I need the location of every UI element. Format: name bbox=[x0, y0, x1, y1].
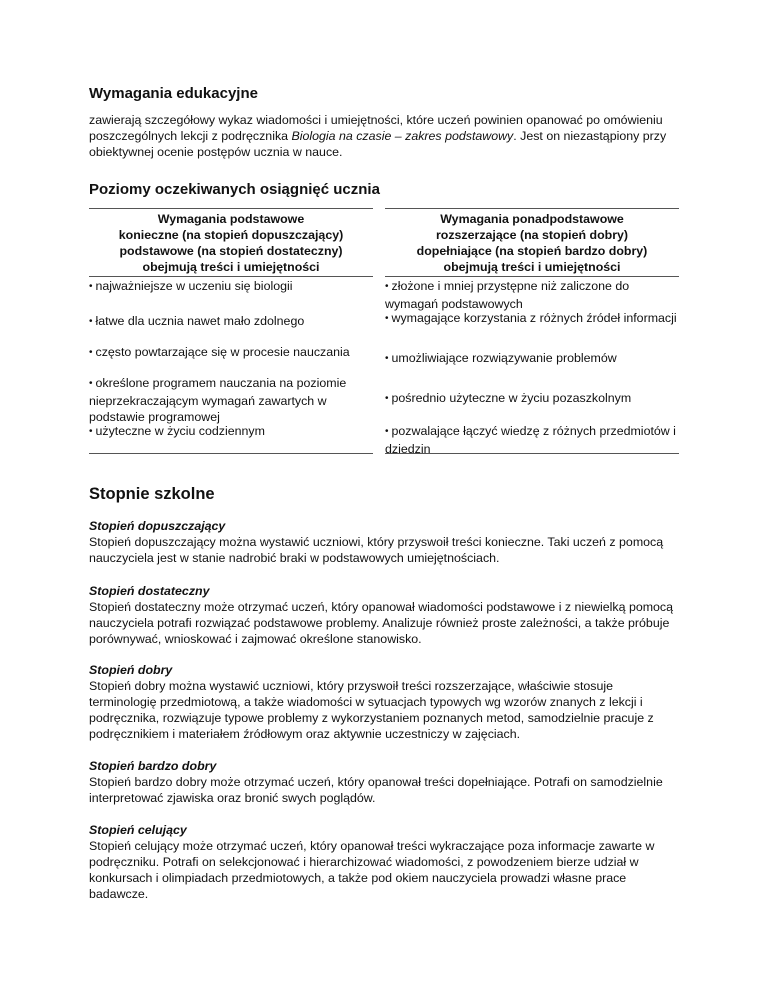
bullet-icon: • bbox=[89, 426, 93, 437]
bullet-icon: • bbox=[385, 353, 389, 364]
basic-header-line-1: konieczne (na stopień dopuszczający) bbox=[118, 228, 344, 242]
basic-item-text: użyteczne w życiu codziennym bbox=[95, 424, 265, 438]
grade-title: Stopień celujący bbox=[89, 823, 187, 837]
basic-item-text: łatwe dla ucznia nawet mało zdolnego bbox=[95, 314, 305, 328]
advanced-header-line-3: obejmują treści i umiejętności bbox=[443, 260, 621, 274]
bullet-icon: • bbox=[385, 426, 389, 437]
grade-section-dobry bbox=[89, 662, 679, 742]
intro-book-title: Biologia na czasie – zakres podstawowy bbox=[291, 129, 514, 143]
basic-item bbox=[89, 375, 373, 425]
grade-description: Stopień dobry można wystawić uczniowi, który przyswoił treści rozszerzające, właściwie stosuje terminologię przedmiotową, a także wiadomości w sytuacjach typowych wg wzorów znanych z lekcji i podręcznika, rozwiązuje typowe problemy z wykorzystaniem poznanych metod, samodzielnie pracuje z podręcznikiem i materiałem źródłowym oraz aktywnie uczestniczy w zajęciach. bbox=[89, 679, 654, 741]
bullet-icon: • bbox=[385, 313, 389, 324]
bullet-icon: • bbox=[89, 378, 93, 389]
grade-description: Stopień dopuszczający można wystawić uczniowi, który przyswoił treści konieczne. Taki uczeń z pomocą nauczyciela jest w stanie nadrobić braki w podstawowych umiejętnościach. bbox=[89, 535, 664, 565]
bullet-icon: • bbox=[385, 393, 389, 404]
table-bottom-border bbox=[385, 453, 679, 454]
intro-text-end: . Jest on niezastąpiony przy obiektywnej ocenie postępów ucznia w nauce. bbox=[89, 129, 667, 159]
bullet-icon: • bbox=[385, 281, 389, 292]
advanced-item-text: wymagające korzystania z różnych źródeł informacji bbox=[391, 311, 677, 325]
basic-item bbox=[89, 344, 373, 362]
basic-header-line-3: obejmują treści i umiejętności bbox=[142, 260, 320, 274]
grade-description: Stopień celujący może otrzymać uczeń, który opanował treści wykraczające poza informacje zawarte w podręczniku. Potrafi on selekcjonować i hierarchizować wiadomości, z powodzeniem bierze udział w konkursach i olimpiadach przedmiotowych, a także pod okiem nauczyciela prowadzi własne prace badawcze. bbox=[89, 839, 655, 901]
grade-title: Stopień dobry bbox=[89, 663, 173, 677]
basic-header-line-2: podstawowe (na stopień dostateczny) bbox=[119, 244, 343, 258]
grade-title: Stopień dostateczny bbox=[89, 584, 210, 598]
basic-item bbox=[89, 313, 373, 331]
intro-paragraph bbox=[89, 112, 679, 160]
basic-item bbox=[89, 423, 373, 441]
document-title: Wymagania edukacyjne bbox=[89, 85, 258, 102]
advanced-header-line-1: rozszerzające (na stopień dobry) bbox=[435, 228, 629, 242]
grade-section-bardzo-dobry bbox=[89, 758, 679, 806]
levels-heading: Poziomy oczekiwanych osiągnięć ucznia bbox=[89, 181, 380, 198]
advanced-requirements-column bbox=[385, 208, 679, 456]
grade-description: Stopień dostateczny może otrzymać uczeń, który opanował wiadomości podstawowe i z niewielką pomocą nauczyciela potrafi rozwiązać podstawowe problemy. Analizuje również proste zależności, a także próbuje porównywać, wnioskować i zajmować określone stanowisko. bbox=[89, 600, 674, 646]
basic-item-text: określone programem nauczania na poziomie nieprzekraczającym wymagań zawartych w podstawie programowej bbox=[89, 376, 347, 424]
advanced-item-text: złożone i mniej przystępne niż zaliczone do wymagań podstawowych bbox=[385, 279, 630, 311]
basic-item bbox=[89, 278, 373, 296]
advanced-item bbox=[385, 423, 679, 457]
advanced-item bbox=[385, 390, 679, 408]
grade-description: Stopień bardzo dobry może otrzymać uczeń, który opanował treści dopełniające. Potrafi on samodzielnie interpretować zjawiska oraz bronić swych poglądów. bbox=[89, 775, 663, 805]
grade-section-dopuszczajacy bbox=[89, 518, 679, 566]
basic-item-text: często powtarzające się w procesie nauczania bbox=[95, 345, 350, 359]
grades-heading: Stopnie szkolne bbox=[89, 485, 215, 503]
basic-header-title: Wymagania podstawowe bbox=[157, 212, 305, 226]
table-bottom-border bbox=[89, 453, 373, 454]
requirements-table bbox=[89, 208, 679, 454]
grade-title: Stopień bardzo dobry bbox=[89, 759, 217, 773]
bullet-icon: • bbox=[89, 281, 93, 292]
advanced-item-text: pośrednio użyteczne w życiu pozaszkolnym bbox=[391, 391, 632, 405]
advanced-header-title: Wymagania ponadpodstawowe bbox=[440, 212, 624, 226]
grade-section-celujacy bbox=[89, 822, 679, 902]
bullet-icon: • bbox=[89, 347, 93, 358]
intro-text-start: zawierają szczegółowy wykaz wiadomości i umiejętności, które uczeń powinien opanować po omówieniu poszczególnych lekcji z podręcznika bbox=[89, 113, 663, 143]
advanced-header-line-2: dopełniające (na stopień bardzo dobry) bbox=[416, 244, 648, 258]
advanced-item bbox=[385, 278, 679, 312]
basic-requirements-column bbox=[89, 208, 373, 438]
basic-item-text: najważniejsze w uczeniu się biologii bbox=[95, 279, 293, 293]
advanced-item bbox=[385, 350, 679, 368]
bullet-icon: • bbox=[89, 316, 93, 327]
grade-title: Stopień dopuszczający bbox=[89, 519, 226, 533]
advanced-requirements-header bbox=[385, 208, 679, 277]
basic-requirements-header bbox=[89, 208, 373, 277]
advanced-item-text: umożliwiające rozwiązywanie problemów bbox=[391, 351, 617, 365]
grade-section-dostateczny bbox=[89, 583, 679, 647]
advanced-item bbox=[385, 310, 679, 328]
advanced-item-text: pozwalające łączyć wiedzę z różnych przedmiotów i dziedzin bbox=[385, 424, 676, 456]
